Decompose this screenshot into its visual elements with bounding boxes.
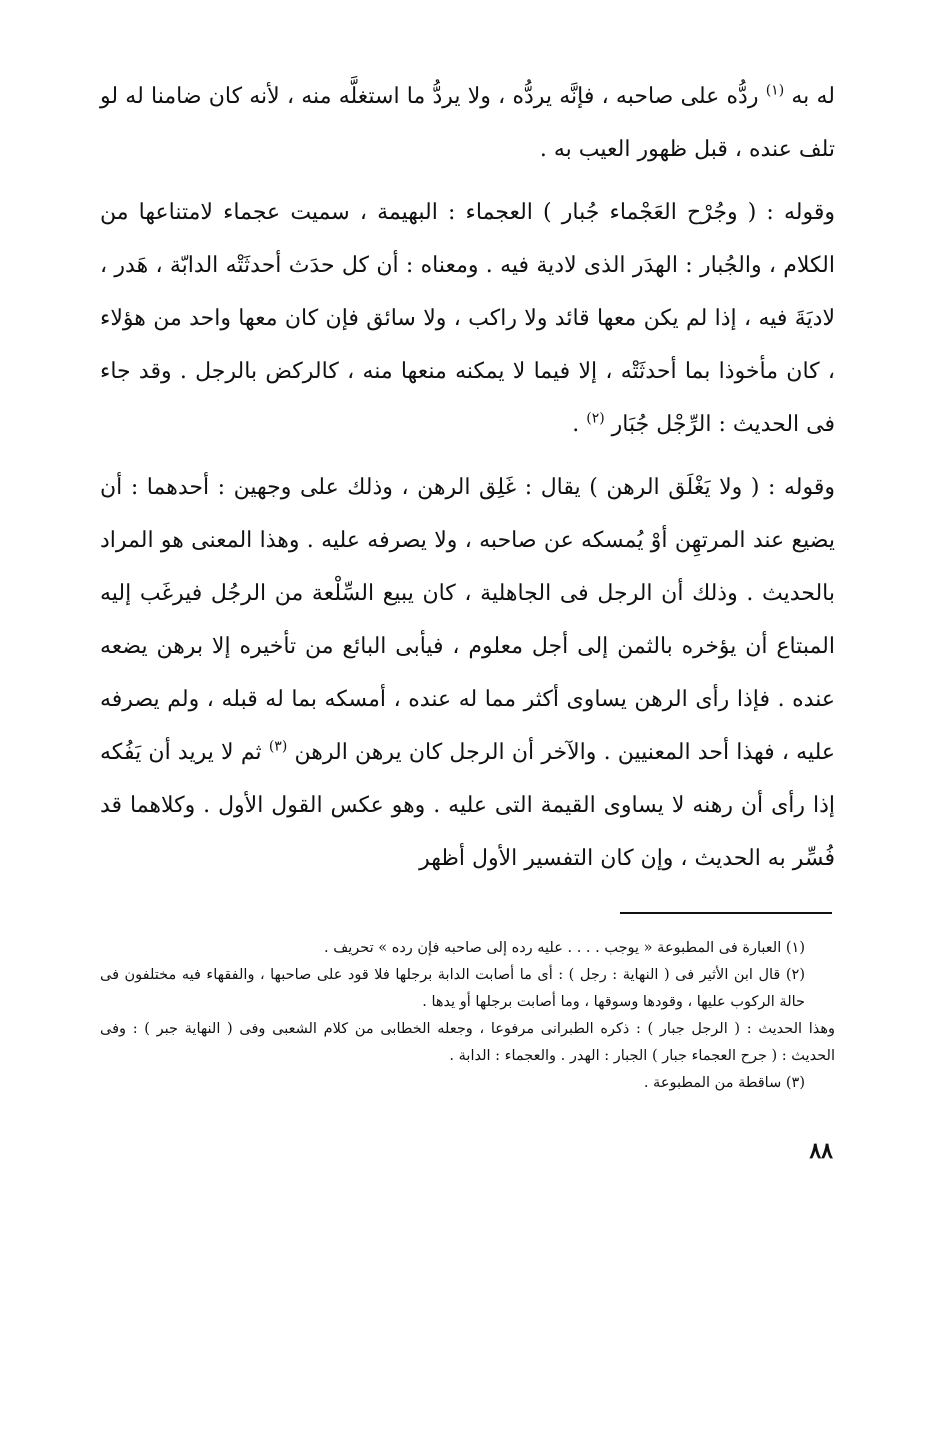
footnote-3: (٣) ساقطة من المطبوعة . [643,1075,805,1091]
paragraph-2-text-a: وقوله : ( وجُرْح العَجْماء جُبار ) العجماء : البهيمة ، سميت عجماء لامتناعها من الكلام ، والجُبار : الهدَر الذى لادية فيه . ومعناه : أن كل حدَث أحدثَتْه الدابّة ، هَدر ، لاديَةَ فيه ، إذا لم يكن معها قائد ولا راكب ، ولا سائق فإن كان معها واحد من هؤلاء ، كان مأخوذا بما أحدثَتْه ، إلا فيما لا يمكنه منعها منه ، كالركض بالرجل . وقد جاء فى الحديث : الرِّجْل جُبَار [100,200,835,437]
footnote-1: (١) العبارة فى المطبوعة « يوجب . . . . عليه رده إلى صاحبه فإن رده » تحريف . [323,940,805,956]
paragraph-1-text-a: له به [784,84,836,109]
footnote-ref-1: (١) [765,82,785,99]
footnote-separator [620,912,832,914]
main-text [100,70,835,885]
footnote-ref-2: (٢) [586,410,605,427]
paragraph-3 [100,461,835,885]
paragraph-2 [100,186,835,451]
page-number: ٨٨ [809,1138,833,1164]
paragraph-3-text-b: ثم لا يريد أن يَفُكه إذا رأى أن رهنه لا يساوى القيمة التى عليه . وهو عكس القول الأول . وكلاهما قد فُسِّر به الحديث ، وإن كان التفسير الأول أظهر [100,740,835,871]
footnote-ref-3: (٣) [268,738,288,755]
footnote-2: (٢) قال ابن الأثير فى ( النهاية : رجل ) : أى ما أصابت الدابة برجلها فلا قود على صاحبها ، والفقهاء فيه مختلفون فى حالة الركوب عليها ، وقودها وسوقها ، وما أصابت برجلها أو يدها . [100,967,805,1010]
footnote-2-continuation: وهذا الحديث : ( الرجل جبار ) : ذكره الطبرانى مرفوعا ، وجعله الخطابى من كلام الشعبى وفى ( النهاية جبر ) : وفى الحديث : ( جرح العجماء جبار ) الجبار : الهدر . والعجماء : الدابة . [100,1021,835,1064]
paragraph-3-text-a: وقوله : ( ولا يَغْلَق الرهن ) يقال : غَلِق الرهن ، وذلك على وجهين : أحدهما : أن يضيع عند المرتهِن أوْ يُمسكه عن صاحبه ، ولا يصرفه عليه . وهذا المعنى هو المراد بالحديث . وذلك أن الرجل فى الجاهلية ، كان يبيع السِّلْعة من الرجُل فيرغَب إليه المبتاع أن يؤخره بالثمن إلى أجل معلوم ، فيأبى البائع من تأخيره إلا برهن يضعه عنده . فإذا رأى الرهن يساوى أكثر مما له عنده ، أمسكه بما له قبله ، ولم يصرفه عليه ، فهذا أحد المعنيين . والآخر أن الرجل كان يرهن الرهن [100,475,835,765]
paragraph-1 [100,70,835,176]
footnotes [100,935,835,1097]
paragraph-2-text-b: . [572,412,587,437]
paragraph-1-text-b: ردُّه على صاحبه ، فإنَّه يردُّه ، ولا يردُّ ما استغلَّه منه ، لأنه كان ضامنا له لو تلف عنده ، قبل ظهور العيب به . [100,84,835,162]
